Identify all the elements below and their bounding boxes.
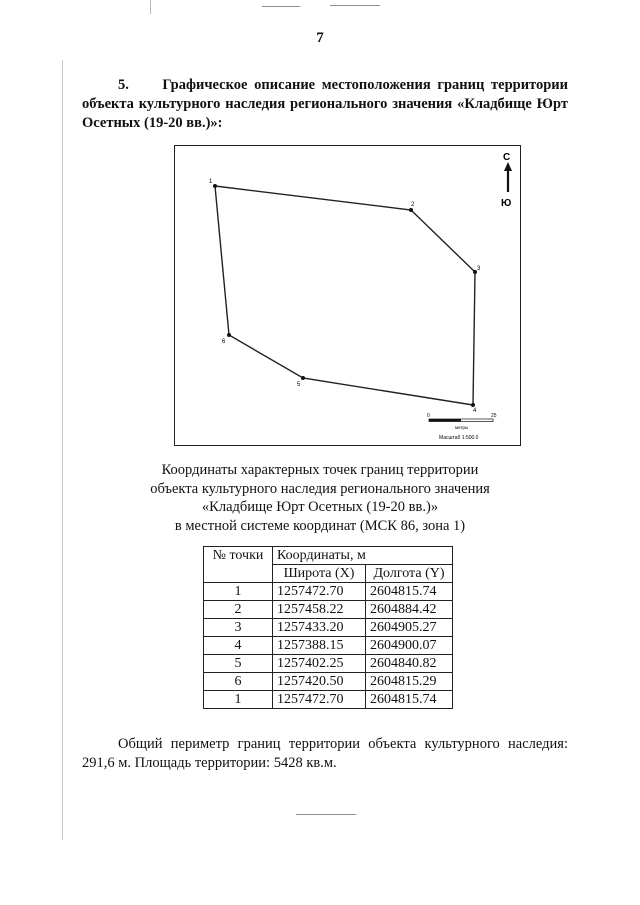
cell-point: 3 bbox=[204, 619, 273, 637]
scale-start-label: 0 bbox=[427, 413, 430, 419]
boundary-map bbox=[174, 145, 521, 446]
scan-smudge bbox=[262, 6, 300, 7]
cell-longitude: 2604815.74 bbox=[366, 691, 453, 709]
table-row bbox=[204, 637, 453, 655]
cell-longitude: 2604840.82 bbox=[366, 655, 453, 673]
point-label-3: 3 bbox=[477, 266, 481, 272]
boundary-vertex bbox=[409, 208, 413, 212]
scan-margin-line bbox=[150, 0, 151, 14]
cell-point: 1 bbox=[204, 583, 273, 601]
perimeter-area-summary: Общий периметр границ территории объекта культурного наследия: 291,6 м. Площадь территории: 5428 кв.м. bbox=[82, 736, 568, 771]
cell-longitude: 2604905.27 bbox=[366, 619, 453, 637]
caption-line: объекта культурного наследия регионального значения bbox=[150, 480, 490, 497]
cell-latitude: 1257472.70 bbox=[273, 691, 366, 709]
south-label: Ю bbox=[501, 198, 512, 209]
scale-unit-label: метры bbox=[455, 425, 469, 430]
coordinates-caption bbox=[100, 461, 540, 535]
scan-smudge bbox=[296, 814, 356, 815]
table-row bbox=[204, 601, 453, 619]
cell-latitude: 1257420.50 bbox=[273, 673, 366, 691]
cell-longitude: 2604884.42 bbox=[366, 601, 453, 619]
coordinates-table bbox=[203, 546, 453, 709]
scale-bar bbox=[427, 413, 497, 441]
table-header-row bbox=[204, 547, 453, 565]
cell-longitude: 2604815.29 bbox=[366, 673, 453, 691]
cell-latitude: 1257402.25 bbox=[273, 655, 366, 673]
caption-line: «Кладбище Юрт Осетных (19-20 вв.)» bbox=[201, 499, 439, 515]
boundary-vertex bbox=[227, 333, 231, 337]
point-label-1: 1 bbox=[209, 179, 213, 185]
table-row bbox=[204, 655, 453, 673]
north-label: С bbox=[503, 152, 511, 163]
boundary-vertex bbox=[471, 403, 475, 407]
table-row bbox=[204, 673, 453, 691]
cell-latitude: 1257433.20 bbox=[273, 619, 366, 637]
scale-ratio-label: Масштаб 1:500.0 bbox=[439, 435, 479, 441]
page-number: 7 bbox=[316, 30, 324, 46]
scan-margin-line bbox=[62, 60, 63, 840]
boundary-map-svg bbox=[175, 146, 522, 447]
point-label-2: 2 bbox=[411, 202, 415, 208]
boundary-vertex bbox=[213, 184, 217, 188]
point-label-6: 6 bbox=[222, 339, 226, 345]
cell-point: 2 bbox=[204, 601, 273, 619]
north-arrow bbox=[501, 152, 512, 209]
boundary-vertex bbox=[301, 376, 305, 380]
cell-point: 4 bbox=[204, 637, 273, 655]
cell-point: 5 bbox=[204, 655, 273, 673]
table-row bbox=[204, 619, 453, 637]
header-latitude: Широта (X) bbox=[273, 565, 366, 583]
point-label-4: 4 bbox=[473, 408, 477, 414]
section-description: Графическое описание местоположения границ территории объекта культурного наследия регионального значения «Кладбище Юрт Осетных (19-20 вв.)»: bbox=[82, 77, 569, 131]
caption-line: в местной системе координат (МСК 86, зона 1) bbox=[174, 517, 466, 534]
cell-latitude: 1257388.15 bbox=[273, 637, 366, 655]
table-row bbox=[204, 691, 453, 709]
section-heading bbox=[82, 76, 568, 133]
table-row bbox=[204, 583, 453, 601]
caption-line: Координаты характерных точек границ территории bbox=[161, 462, 479, 478]
header-point-number: № точки bbox=[204, 547, 273, 583]
scale-end-label: 25 bbox=[491, 413, 497, 419]
cell-point: 1 bbox=[204, 691, 273, 709]
section-number: 5. bbox=[118, 77, 129, 93]
cell-latitude: 1257472.70 bbox=[273, 583, 366, 601]
boundary-polygon bbox=[215, 186, 475, 405]
point-label-5: 5 bbox=[297, 382, 301, 388]
cell-latitude: 1257458.22 bbox=[273, 601, 366, 619]
header-longitude: Долгота (Y) bbox=[366, 565, 453, 583]
cell-point: 6 bbox=[204, 673, 273, 691]
cell-longitude: 2604900.07 bbox=[366, 637, 453, 655]
scan-smudge bbox=[330, 5, 380, 6]
cell-longitude: 2604815.74 bbox=[366, 583, 453, 601]
header-coordinates: Координаты, м bbox=[273, 547, 453, 565]
